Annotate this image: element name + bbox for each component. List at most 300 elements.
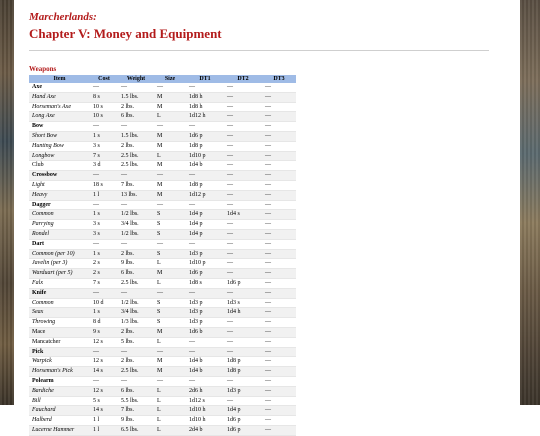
table-cell-cost: 3 s bbox=[90, 141, 118, 151]
table-cell-size: M bbox=[154, 269, 186, 279]
table-cell-dt1: 1d4 b bbox=[186, 161, 224, 171]
table-cell-size: L bbox=[154, 112, 186, 122]
table-cell-size: M bbox=[154, 161, 186, 171]
table-cell-weight: — bbox=[118, 171, 154, 181]
table-row bbox=[29, 337, 296, 347]
table-cell-dt2: — bbox=[224, 376, 262, 386]
table-cell-dt1: 1d12 s bbox=[186, 396, 224, 406]
table-cell-dt3: — bbox=[262, 210, 296, 220]
table-cell-cost: — bbox=[90, 347, 118, 357]
table-row bbox=[29, 229, 296, 239]
table-cell-size: — bbox=[154, 288, 186, 298]
table-cell-size: S bbox=[154, 210, 186, 220]
table-cell-name: Hand Axe bbox=[29, 92, 90, 102]
table-cell-cost: — bbox=[90, 83, 118, 92]
table-cell-dt3: — bbox=[262, 122, 296, 132]
table-cell-dt1: 1d3 p bbox=[186, 298, 224, 308]
table-cell-cost: 2 s bbox=[90, 269, 118, 279]
table-cell-name: Common bbox=[29, 210, 90, 220]
table-cell-weight: 2 lbs. bbox=[118, 327, 154, 337]
table-row bbox=[29, 102, 296, 112]
table-cell-weight: — bbox=[118, 239, 154, 249]
table-cell-dt2: — bbox=[224, 131, 262, 141]
table-cell-dt1: 1d12 h bbox=[186, 112, 224, 122]
table-row bbox=[29, 269, 296, 279]
table-cell-dt3: — bbox=[262, 151, 296, 161]
table-cell-dt1: — bbox=[186, 288, 224, 298]
table-row bbox=[29, 406, 296, 416]
table-cell-dt1: 1d8 h bbox=[186, 102, 224, 112]
table-cell-name: Warpick bbox=[29, 357, 90, 367]
table-cell-size: M bbox=[154, 367, 186, 377]
table-cell-dt2: — bbox=[224, 141, 262, 151]
table-cell-dt2: — bbox=[224, 269, 262, 279]
table-cell-name: Javelin (per 3) bbox=[29, 259, 90, 269]
table-cell-dt3: — bbox=[262, 425, 296, 435]
table-cell-name: Rondel bbox=[29, 229, 90, 239]
table-cell-size: — bbox=[154, 239, 186, 249]
chapter-title: Chapter V: Money and Equipment bbox=[29, 26, 222, 41]
table-cell-size: — bbox=[154, 171, 186, 181]
table-cell-dt3: — bbox=[262, 298, 296, 308]
table-cell-dt2: — bbox=[224, 337, 262, 347]
table-cell-cost: 1 s bbox=[90, 308, 118, 318]
table-cell-name: Long Axe bbox=[29, 112, 90, 122]
table-cell-weight: — bbox=[118, 122, 154, 132]
table-cell-cost: 7 s bbox=[90, 278, 118, 288]
table-cell-cost: — bbox=[90, 288, 118, 298]
table-cell-dt2: — bbox=[224, 190, 262, 200]
table-cell-cost: 8 d bbox=[90, 318, 118, 328]
table-row bbox=[29, 386, 296, 396]
table-cell-cost: 18 s bbox=[90, 180, 118, 190]
table-cell-dt2: — bbox=[224, 396, 262, 406]
table-cell-dt2: — bbox=[224, 239, 262, 249]
table-cell-weight: 1.5 lbs. bbox=[118, 92, 154, 102]
table-cell-cost: 7 s bbox=[90, 151, 118, 161]
left-border-artwork bbox=[0, 0, 14, 405]
table-cell-size: M bbox=[154, 102, 186, 112]
table-row bbox=[29, 308, 296, 318]
weapons-table bbox=[29, 75, 296, 436]
table-cell-weight: 2 lbs. bbox=[118, 357, 154, 367]
table-cell-dt2: — bbox=[224, 112, 262, 122]
table-cell-size: M bbox=[154, 190, 186, 200]
table-cell-cost: 3 d bbox=[90, 161, 118, 171]
table-cell-dt2: — bbox=[224, 102, 262, 112]
column-header-dt3: DT3 bbox=[262, 75, 296, 83]
table-row bbox=[29, 327, 296, 337]
table-cell-name: Bardiche bbox=[29, 386, 90, 396]
table-cell-dt1: 1d6 b bbox=[186, 327, 224, 337]
table-cell-dt2: 1d4 p bbox=[224, 406, 262, 416]
table-cell-dt1: — bbox=[186, 239, 224, 249]
table-row bbox=[29, 220, 296, 230]
table-cell-dt3: — bbox=[262, 249, 296, 259]
table-cell-dt2: 1d8 p bbox=[224, 357, 262, 367]
table-cell-name: Polearm bbox=[29, 376, 90, 386]
table-cell-dt3: — bbox=[262, 318, 296, 328]
table-cell-dt2: — bbox=[224, 318, 262, 328]
table-cell-dt2: — bbox=[224, 259, 262, 269]
table-cell-dt2: 1d8 p bbox=[224, 367, 262, 377]
table-cell-name: Halberd bbox=[29, 416, 90, 426]
table-cell-weight: 2.5 lbs. bbox=[118, 278, 154, 288]
table-cell-weight: 1/3 lbs. bbox=[118, 318, 154, 328]
table-cell-name: Longbow bbox=[29, 151, 90, 161]
column-header-dt2: DT2 bbox=[224, 75, 262, 83]
table-cell-dt2: — bbox=[224, 180, 262, 190]
table-cell-weight: 2 lbs. bbox=[118, 102, 154, 112]
table-cell-cost: 3 s bbox=[90, 220, 118, 230]
page-content bbox=[29, 10, 491, 436]
table-cell-weight: — bbox=[118, 288, 154, 298]
table-cell-dt2: — bbox=[224, 92, 262, 102]
table-cell-name: Axe bbox=[29, 83, 90, 92]
table-cell-weight: 1/2 lbs. bbox=[118, 229, 154, 239]
table-cell-dt3: — bbox=[262, 239, 296, 249]
column-header-dt1: DT1 bbox=[186, 75, 224, 83]
site-title: Marcherlands: bbox=[29, 11, 97, 23]
table-cell-dt1: 1d8 s bbox=[186, 278, 224, 288]
table-cell-dt2: 1d6 p bbox=[224, 425, 262, 435]
table-cell-dt3: — bbox=[262, 386, 296, 396]
table-cell-size: S bbox=[154, 229, 186, 239]
table-cell-size: M bbox=[154, 92, 186, 102]
table-cell-dt3: — bbox=[262, 112, 296, 122]
table-row bbox=[29, 318, 296, 328]
table-cell-dt3: — bbox=[262, 92, 296, 102]
table-cell-dt3: — bbox=[262, 347, 296, 357]
table-cell-name: Club bbox=[29, 161, 90, 171]
table-cell-dt2: — bbox=[224, 151, 262, 161]
table-row bbox=[29, 151, 296, 161]
table-cell-cost: 14 s bbox=[90, 367, 118, 377]
table-cell-name: Bill bbox=[29, 396, 90, 406]
table-category-row bbox=[29, 239, 296, 249]
table-category-row bbox=[29, 288, 296, 298]
table-category-row bbox=[29, 200, 296, 210]
table-row bbox=[29, 131, 296, 141]
table-cell-name: Hunting Bow bbox=[29, 141, 90, 151]
table-cell-size: S bbox=[154, 249, 186, 259]
table-row bbox=[29, 367, 296, 377]
table-cell-name: Light bbox=[29, 180, 90, 190]
table-cell-dt3: — bbox=[262, 269, 296, 279]
table-cell-cost: 2 s bbox=[90, 259, 118, 269]
table-cell-name: Dagger bbox=[29, 200, 90, 210]
table-cell-cost: 1 l bbox=[90, 416, 118, 426]
table-cell-dt1: 1d10 h bbox=[186, 416, 224, 426]
table-row bbox=[29, 141, 296, 151]
table-cell-cost: 10 s bbox=[90, 112, 118, 122]
table-cell-dt3: — bbox=[262, 190, 296, 200]
table-cell-dt2: — bbox=[224, 83, 262, 92]
table-cell-weight: 6 lbs. bbox=[118, 269, 154, 279]
table-cell-dt1: 1d4 b bbox=[186, 367, 224, 377]
table-cell-weight: 13 lbs. bbox=[118, 190, 154, 200]
table-cell-name: Parrying bbox=[29, 220, 90, 230]
table-cell-dt1: 1d3 p bbox=[186, 308, 224, 318]
table-cell-cost: — bbox=[90, 200, 118, 210]
table-cell-dt1: — bbox=[186, 347, 224, 357]
table-row bbox=[29, 298, 296, 308]
table-cell-dt3: — bbox=[262, 327, 296, 337]
table-cell-dt3: — bbox=[262, 406, 296, 416]
table-cell-dt1: 1d8 p bbox=[186, 141, 224, 151]
table-cell-dt1: 2d4 b bbox=[186, 425, 224, 435]
table-cell-cost: 12 s bbox=[90, 357, 118, 367]
table-cell-name: Warduart (per 5) bbox=[29, 269, 90, 279]
table-cell-dt1: 1d4 p bbox=[186, 210, 224, 220]
table-cell-size: L bbox=[154, 278, 186, 288]
table-cell-name: Falx bbox=[29, 278, 90, 288]
table-cell-dt3: — bbox=[262, 229, 296, 239]
table-cell-dt3: — bbox=[262, 396, 296, 406]
table-cell-cost: 1 s bbox=[90, 131, 118, 141]
table-cell-name: Lucerne Hammer bbox=[29, 425, 90, 435]
table-cell-dt2: — bbox=[224, 327, 262, 337]
table-cell-weight: 7 lbs. bbox=[118, 406, 154, 416]
table-cell-dt3: — bbox=[262, 102, 296, 112]
table-cell-dt1: 1d10 p bbox=[186, 259, 224, 269]
table-cell-dt1: 1d6 p bbox=[186, 269, 224, 279]
table-cell-dt1: — bbox=[186, 376, 224, 386]
table-cell-weight: 5.5 lbs. bbox=[118, 396, 154, 406]
table-cell-cost: 1 s bbox=[90, 210, 118, 220]
table-cell-dt1: — bbox=[186, 83, 224, 92]
table-cell-name: Dart bbox=[29, 239, 90, 249]
column-header-item: Item bbox=[29, 75, 90, 83]
table-cell-size: — bbox=[154, 122, 186, 132]
table-cell-size: L bbox=[154, 337, 186, 347]
table-cell-size: S bbox=[154, 308, 186, 318]
table-cell-name: Pick bbox=[29, 347, 90, 357]
table-cell-dt3: — bbox=[262, 367, 296, 377]
table-row bbox=[29, 278, 296, 288]
table-cell-size: M bbox=[154, 131, 186, 141]
title-divider bbox=[29, 50, 489, 51]
table-row bbox=[29, 396, 296, 406]
table-cell-cost: — bbox=[90, 376, 118, 386]
table-cell-cost: 3 s bbox=[90, 229, 118, 239]
table-cell-cost: 12 s bbox=[90, 386, 118, 396]
table-cell-weight: — bbox=[118, 347, 154, 357]
table-cell-size: S bbox=[154, 298, 186, 308]
table-cell-dt1: 1d8 p bbox=[186, 180, 224, 190]
table-cell-size: — bbox=[154, 376, 186, 386]
table-row bbox=[29, 425, 296, 435]
table-cell-size: M bbox=[154, 141, 186, 151]
table-cell-dt2: 1d6 p bbox=[224, 416, 262, 426]
table-cell-name: Common (per 10) bbox=[29, 249, 90, 259]
table-cell-dt2: 1d6 p bbox=[224, 278, 262, 288]
table-cell-name: Horseman's Pick bbox=[29, 367, 90, 377]
table-cell-weight: — bbox=[118, 200, 154, 210]
table-row bbox=[29, 357, 296, 367]
table-cell-weight: 1.5 lbs. bbox=[118, 131, 154, 141]
table-category-row bbox=[29, 83, 296, 92]
table-cell-cost: 8 s bbox=[90, 92, 118, 102]
table-cell-dt2: — bbox=[224, 171, 262, 181]
table-cell-dt1: 1d10 p bbox=[186, 151, 224, 161]
table-cell-name: Horseman's Axe bbox=[29, 102, 90, 112]
table-cell-name: Bow bbox=[29, 122, 90, 132]
table-cell-dt3: — bbox=[262, 416, 296, 426]
table-cell-weight: 3/4 lbs. bbox=[118, 220, 154, 230]
table-cell-dt3: — bbox=[262, 278, 296, 288]
table-cell-dt2: — bbox=[224, 122, 262, 132]
table-cell-weight: 2.5 lbs. bbox=[118, 161, 154, 171]
table-cell-size: S bbox=[154, 318, 186, 328]
table-cell-weight: — bbox=[118, 376, 154, 386]
table-cell-dt3: — bbox=[262, 288, 296, 298]
table-row bbox=[29, 210, 296, 220]
table-cell-weight: 5 lbs. bbox=[118, 337, 154, 347]
table-row bbox=[29, 180, 296, 190]
table-row bbox=[29, 112, 296, 122]
table-row bbox=[29, 190, 296, 200]
table-cell-size: L bbox=[154, 151, 186, 161]
table-cell-dt2: 1d3 p bbox=[224, 386, 262, 396]
table-cell-dt2: — bbox=[224, 220, 262, 230]
table-cell-dt3: — bbox=[262, 171, 296, 181]
column-header-size: Size bbox=[154, 75, 186, 83]
table-cell-name: Mancatcher bbox=[29, 337, 90, 347]
table-cell-dt1: 1d8 h bbox=[186, 92, 224, 102]
table-cell-weight: 6 lbs. bbox=[118, 386, 154, 396]
table-cell-size: L bbox=[154, 406, 186, 416]
table-cell-cost: 10 d bbox=[90, 298, 118, 308]
table-cell-cost: 9 s bbox=[90, 327, 118, 337]
table-cell-name: Mace bbox=[29, 327, 90, 337]
table-cell-cost: 1 s bbox=[90, 249, 118, 259]
table-cell-dt2: — bbox=[224, 161, 262, 171]
table-cell-weight: 7 lbs. bbox=[118, 180, 154, 190]
table-cell-dt3: — bbox=[262, 131, 296, 141]
table-cell-size: M bbox=[154, 357, 186, 367]
table-cell-size: — bbox=[154, 200, 186, 210]
table-cell-cost: 12 s bbox=[90, 337, 118, 347]
table-cell-name: Throwing bbox=[29, 318, 90, 328]
table-cell-cost: 10 s bbox=[90, 102, 118, 112]
table-cell-dt1: — bbox=[186, 171, 224, 181]
table-cell-weight: 2 lbs. bbox=[118, 249, 154, 259]
table-cell-weight: 3/4 lbs. bbox=[118, 308, 154, 318]
table-category-row bbox=[29, 171, 296, 181]
table-cell-dt3: — bbox=[262, 220, 296, 230]
table-cell-dt2: 1d4 s bbox=[224, 210, 262, 220]
table-cell-dt3: — bbox=[262, 161, 296, 171]
table-cell-weight: 2.5 lbs. bbox=[118, 151, 154, 161]
table-cell-dt3: — bbox=[262, 376, 296, 386]
table-cell-dt1: 1d6 p bbox=[186, 131, 224, 141]
table-cell-size: L bbox=[154, 396, 186, 406]
column-header-cost: Cost bbox=[90, 75, 118, 83]
table-cell-dt2: 1d3 s bbox=[224, 298, 262, 308]
table-cell-dt2: — bbox=[224, 200, 262, 210]
table-cell-dt1: 1d10 h bbox=[186, 406, 224, 416]
table-cell-size: — bbox=[154, 83, 186, 92]
table-cell-dt3: — bbox=[262, 308, 296, 318]
table-cell-name: Seax bbox=[29, 308, 90, 318]
table-cell-dt1: — bbox=[186, 200, 224, 210]
table-cell-name: Knife bbox=[29, 288, 90, 298]
table-cell-name: Common bbox=[29, 298, 90, 308]
table-row bbox=[29, 161, 296, 171]
table-cell-size: L bbox=[154, 386, 186, 396]
table-cell-dt3: — bbox=[262, 259, 296, 269]
table-row bbox=[29, 92, 296, 102]
table-row bbox=[29, 249, 296, 259]
table-cell-cost: 14 s bbox=[90, 406, 118, 416]
table-cell-cost: 5 s bbox=[90, 396, 118, 406]
table-row bbox=[29, 416, 296, 426]
table-cell-dt3: — bbox=[262, 141, 296, 151]
table-cell-dt3: — bbox=[262, 357, 296, 367]
table-cell-weight: 6 lbs. bbox=[118, 112, 154, 122]
weapons-table-body bbox=[29, 83, 296, 435]
table-category-row bbox=[29, 376, 296, 386]
table-cell-name: Crossbow bbox=[29, 171, 90, 181]
table-cell-dt3: — bbox=[262, 200, 296, 210]
table-cell-dt1: 1d12 p bbox=[186, 190, 224, 200]
right-border-artwork bbox=[520, 0, 540, 405]
table-cell-size: M bbox=[154, 180, 186, 190]
table-cell-cost: 1 l bbox=[90, 425, 118, 435]
table-cell-dt3: — bbox=[262, 180, 296, 190]
table-cell-weight: 2.5 lbs. bbox=[118, 367, 154, 377]
table-cell-dt1: 1d4 p bbox=[186, 220, 224, 230]
table-cell-dt2: — bbox=[224, 229, 262, 239]
table-cell-dt1: — bbox=[186, 122, 224, 132]
table-cell-weight: 9 lbs. bbox=[118, 259, 154, 269]
table-cell-name: Short Bow bbox=[29, 131, 90, 141]
table-cell-cost: — bbox=[90, 171, 118, 181]
table-row bbox=[29, 259, 296, 269]
table-cell-dt3: — bbox=[262, 83, 296, 92]
table-cell-weight: 9 lbs. bbox=[118, 416, 154, 426]
table-cell-dt2: — bbox=[224, 249, 262, 259]
table-cell-weight: 1/2 lbs. bbox=[118, 210, 154, 220]
table-cell-weight: 6.5 lbs. bbox=[118, 425, 154, 435]
section-title-weapons: Weapons bbox=[29, 65, 57, 73]
table-cell-weight: 2 lbs. bbox=[118, 141, 154, 151]
table-cell-dt1: — bbox=[186, 337, 224, 347]
table-cell-size: L bbox=[154, 425, 186, 435]
table-cell-size: S bbox=[154, 220, 186, 230]
table-cell-dt2: — bbox=[224, 288, 262, 298]
table-cell-dt1: 1d3 p bbox=[186, 249, 224, 259]
table-cell-dt2: — bbox=[224, 347, 262, 357]
table-category-row bbox=[29, 122, 296, 132]
table-cell-size: L bbox=[154, 416, 186, 426]
table-cell-size: M bbox=[154, 327, 186, 337]
column-header-weight: Weight bbox=[118, 75, 154, 83]
table-cell-cost: 1 l bbox=[90, 190, 118, 200]
table-cell-name: Heavy bbox=[29, 190, 90, 200]
table-cell-dt2: 1d4 h bbox=[224, 308, 262, 318]
table-cell-name: Fauchard bbox=[29, 406, 90, 416]
table-cell-weight: — bbox=[118, 83, 154, 92]
table-cell-size: — bbox=[154, 347, 186, 357]
table-cell-dt1: 1d4 p bbox=[186, 229, 224, 239]
table-cell-dt1: 1d3 p bbox=[186, 318, 224, 328]
table-cell-weight: 1/2 lbs. bbox=[118, 298, 154, 308]
table-cell-cost: — bbox=[90, 122, 118, 132]
table-cell-dt1: 2d6 h bbox=[186, 386, 224, 396]
table-cell-cost: — bbox=[90, 239, 118, 249]
